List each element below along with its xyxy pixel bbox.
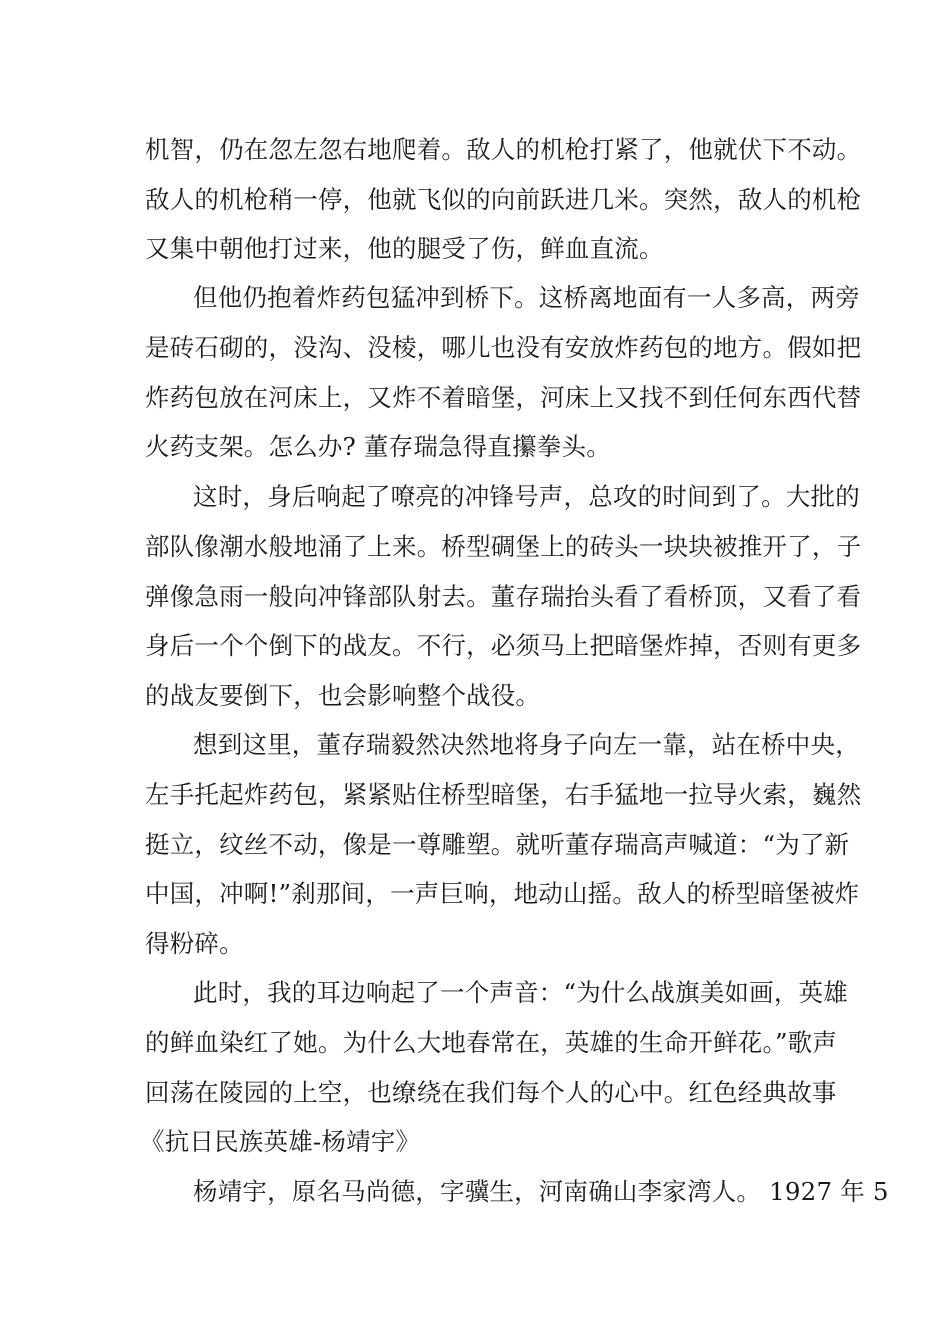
- text-line: 又集中朝他打过来，他的腿受了伤，鲜血直流。: [145, 234, 664, 263]
- paragraph-start-line: 但他仍抱着炸药包猛冲到桥下。这桥离地面有一人多高，两旁: [193, 283, 860, 312]
- paragraph-start-line: 想到这里，董存瑞毅然决然地将身子向左一靠，站在桥中央，: [193, 730, 860, 759]
- text-line: 中国，冲啊!”刹那间，一声巨响，地动山摇。敌人的桥型暗堡被炸: [145, 879, 860, 908]
- paragraph-start-line: 这时，身后响起了嘹亮的冲锋号声，总攻的时间到了。大批的: [193, 482, 860, 511]
- text-line: 敌人的机枪稍一停，他就飞似的向前跃进几米。突然，敌人的机枪: [145, 185, 862, 214]
- text-line: 弹像急雨一般向冲锋部队射去。董存瑞抬头看了看桥顶，又看了看: [145, 582, 862, 611]
- text-line: 机智，仍在忽左忽右地爬着。敌人的机枪打紧了，他就伏下不动。: [145, 135, 862, 164]
- text-line: 部队像潮水般地涌了上来。桥型碉堡上的砖头一块块被推开了，子: [145, 532, 862, 561]
- story-title-line: 《抗日民族英雄-杨靖宇》: [140, 1127, 421, 1156]
- text-line: 得粉碎。: [145, 929, 244, 958]
- paragraph-start-line: 此时，我的耳边响起了一个声音：“为什么战旗美如画，英雄: [193, 978, 848, 1007]
- paragraph-start-line: 杨靖宇，原名马尚德，字骥生，河南确山李家湾人。 1927 年 5: [193, 1177, 889, 1206]
- text-line: 炸药包放在河床上，又炸不着暗堡，河床上又找不到任何东西代替: [145, 383, 862, 412]
- text-line: 的战友要倒下，也会影响整个战役。: [145, 681, 541, 710]
- text-line: 是砖石砌的，没沟、没棱，哪儿也没有安放炸药包的地方。假如把: [145, 333, 862, 362]
- text-line: 回荡在陵园的上空，也缭绕在我们每个人的心中。红色经典故事: [145, 1078, 837, 1107]
- text-line: 身后一个个倒下的战友。不行，必须马上把暗堡炸掉，否则有更多: [145, 631, 862, 660]
- text-line: 的鲜血染红了她。为什么大地春常在，英雄的生命开鲜花。”歌声: [145, 1028, 838, 1057]
- text-line: 火药支架。怎么办? 董存瑞急得直攥拳头。: [145, 432, 611, 461]
- text-line: 挺立，纹丝不动，像是一尊雕塑。就听董存瑞高声喊道：“为了新: [145, 830, 850, 859]
- text-line: 左手托起炸药包，紧紧贴住桥型暗堡，右手猛地一拉导火索，巍然: [145, 780, 862, 809]
